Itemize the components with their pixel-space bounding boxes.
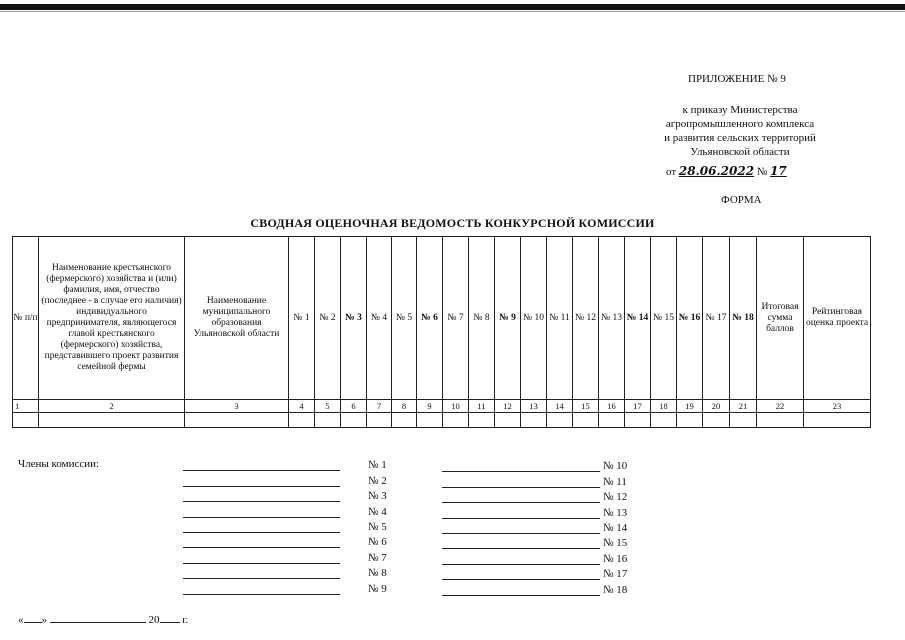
header-cell-member: № 15 — [651, 237, 677, 400]
order-number: 17 — [770, 164, 787, 178]
header-cell-member: № 4 — [367, 237, 392, 400]
number-cell: 18 — [651, 400, 677, 413]
header-cell-total: Итоговая сумма баллов — [757, 237, 804, 400]
number-cell: 5 — [315, 400, 341, 413]
member-number: № 2 — [368, 475, 387, 487]
member-number: № 14 — [603, 522, 628, 534]
signature-line — [442, 579, 600, 580]
month-blank — [50, 612, 146, 623]
header-cell-member: № 18 — [730, 237, 757, 400]
year-blank — [160, 612, 180, 623]
form-label: ФОРМА — [721, 194, 762, 206]
number-cell: 4 — [289, 400, 315, 413]
member-number: № 11 — [603, 476, 627, 488]
order-reference — [640, 103, 840, 159]
date-close-quote: » — [41, 614, 47, 626]
order-line-2: агропромышленного комплекса — [665, 118, 815, 130]
header-cell-member: № 17 — [703, 237, 730, 400]
member-number: № 8 — [368, 567, 387, 579]
number-cell: 6 — [341, 400, 367, 413]
number-cell: 12 — [495, 400, 521, 413]
table-empty-row — [13, 413, 871, 428]
signature-line — [442, 471, 600, 472]
signature-line — [442, 518, 600, 519]
member-number: № 6 — [368, 536, 387, 548]
member-number: № 4 — [368, 506, 387, 518]
header-cell-member: № 9 — [495, 237, 521, 400]
header-cell-number: № п/п — [13, 237, 39, 400]
number-cell: 11 — [469, 400, 495, 413]
member-number: № 9 — [368, 583, 387, 595]
signature-line — [442, 533, 600, 534]
appendix-label: ПРИЛОЖЕНИЕ № 9 — [688, 73, 786, 85]
signature-line — [183, 517, 340, 518]
signature-line — [183, 594, 340, 595]
signature-line — [183, 470, 340, 471]
number-cell: 16 — [599, 400, 625, 413]
member-number: № 16 — [603, 553, 628, 565]
member-number: № 15 — [603, 537, 628, 549]
member-number: № 3 — [368, 490, 387, 502]
order-from-label: от — [666, 166, 677, 178]
number-cell: 20 — [703, 400, 730, 413]
header-cell-member: № 8 — [469, 237, 495, 400]
number-cell: 21 — [730, 400, 757, 413]
scan-top-border — [0, 4, 905, 10]
order-line-4: Ульяновской области — [690, 146, 790, 158]
date-open-quote: « — [18, 614, 24, 626]
number-cell: 15 — [573, 400, 599, 413]
signature-line — [442, 595, 600, 596]
members-label: Члены комиссии: — [18, 458, 100, 470]
member-number: № 18 — [603, 584, 628, 596]
number-cell: 3 — [185, 400, 289, 413]
table-number-row — [13, 400, 871, 413]
signature-date-line — [18, 612, 188, 626]
header-cell-member: № 5 — [392, 237, 417, 400]
header-cell-member: № 10 — [521, 237, 547, 400]
signature-line — [442, 502, 600, 503]
signature-line — [183, 578, 340, 579]
signature-line — [183, 501, 340, 502]
member-number: № 10 — [603, 460, 628, 472]
number-cell: 17 — [625, 400, 651, 413]
number-cell: 19 — [677, 400, 703, 413]
number-cell: 8 — [392, 400, 417, 413]
order-line-3: и развития сельских территорий — [664, 132, 816, 144]
header-cell-rating: Рейтинговая оценка проекта — [804, 237, 871, 400]
header-cell-member: № 7 — [443, 237, 469, 400]
day-blank — [24, 612, 42, 623]
order-date: 28.06.2022 — [678, 164, 755, 178]
signature-line — [183, 547, 340, 548]
number-cell: 7 — [367, 400, 392, 413]
header-cell-member: № 3 — [341, 237, 367, 400]
member-number: № 5 — [368, 521, 387, 533]
evaluation-table — [12, 236, 871, 428]
number-cell: 9 — [417, 400, 443, 413]
signature-line — [442, 487, 600, 488]
header-cell-member: № 12 — [573, 237, 599, 400]
signature-line — [183, 532, 340, 533]
signature-line — [183, 486, 340, 487]
header-cell-member: № 14 — [625, 237, 651, 400]
header-cell-member: № 13 — [599, 237, 625, 400]
number-cell: 14 — [547, 400, 573, 413]
number-cell: 23 — [804, 400, 871, 413]
number-cell: 10 — [443, 400, 469, 413]
year-prefix: 20 — [148, 614, 160, 626]
header-cell-municipality: Наименование муниципального образования Ульяновской области — [185, 237, 289, 400]
header-cell-member: № 11 — [547, 237, 573, 400]
member-number: № 17 — [603, 568, 628, 580]
order-number-label: № — [756, 166, 768, 178]
document-title: СВОДНАЯ ОЦЕНОЧНАЯ ВЕДОМОСТЬ КОНКУРСНОЙ КОМИССИИ — [250, 216, 655, 230]
signature-line — [442, 548, 600, 549]
year-suffix: г. — [182, 614, 189, 626]
member-number: № 13 — [603, 507, 628, 519]
member-number: № 7 — [368, 552, 387, 564]
table-header-row — [13, 237, 871, 400]
signature-line — [442, 564, 600, 565]
number-cell: 22 — [757, 400, 804, 413]
member-number: № 12 — [603, 491, 628, 503]
number-cell: 13 — [521, 400, 547, 413]
order-line-1: к приказу Министерства — [682, 104, 798, 116]
header-cell-member: № 2 — [315, 237, 341, 400]
number-cell: 2 — [39, 400, 185, 413]
header-cell-applicant: Наименование крестьянского (фермерского) хозяйства и (или) фамилия, имя, отчество (последнее - в случае его наличия) индивидуального предпринимателя, являющегося главой крестьянского (фермерского) хозяйства, представившего проект развития семейной фермы — [39, 237, 185, 400]
member-number: № 1 — [368, 459, 387, 471]
order-date-line — [666, 164, 787, 179]
signature-line — [183, 563, 340, 564]
header-cell-member: № 1 — [289, 237, 315, 400]
header-cell-member: № 16 — [677, 237, 703, 400]
header-cell-member: № 6 — [417, 237, 443, 400]
scan-top-border-thin — [0, 11, 905, 12]
number-cell: 1 — [13, 400, 39, 413]
